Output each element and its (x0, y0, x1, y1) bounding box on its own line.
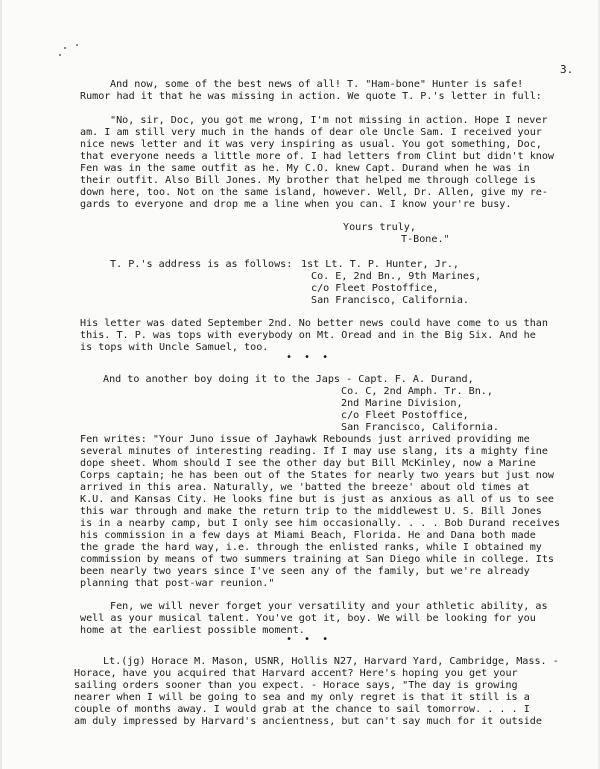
text-line: arrived in this area. Naturally, we 'batted the breeze' about old times at (80, 482, 530, 493)
text-line: And to another boy doing it to the Japs - Capt. F. A. Durand, (103, 374, 474, 385)
address-intro: T. P.'s address is as follows: (110, 259, 293, 270)
text-line: am. I am still very much in the hands of dear ole Uncle Sam. I received your (80, 127, 542, 138)
address-line: c/o Fleet Postoffice, (341, 410, 469, 421)
text-line: Corps captain; he has been out of the States for nearly two years but just now (80, 470, 555, 481)
closing: Yours truly, (343, 222, 416, 233)
section-separator: • • • (286, 634, 332, 645)
scan-speck (59, 54, 61, 56)
text-line: couple of months away. I would grab at the chance to sail tomorrow. . . . I (74, 704, 530, 715)
text-line: Rumor had it that he was missing in action. We quote T. P.'s letter in full: (80, 91, 542, 102)
text-line: home at the earliest possible moment. (80, 625, 305, 636)
text-line: is in a nearby camp, but I only see him occasionally. . . . Bob Durand receives (80, 518, 561, 529)
text-line: His letter was dated September 2nd. No better news could have come to us than (80, 318, 548, 329)
text-line: And now, some of the best news of all! T. "Ham-bone" Hunter is safe! (110, 79, 524, 90)
text-line: Fen, we will never forget your versatility and your athletic ability, as (110, 601, 548, 612)
address-line: 2nd Marine Division, (341, 398, 463, 409)
page-number: 3. (560, 63, 574, 76)
text-line: their outfit. Also Bill Jones. My brother that helped me through college is (80, 175, 536, 186)
text-line: this war through and make the return trip to the middlewest U. S. Bill Jones (80, 506, 542, 517)
text-line: "No, sir, Doc, you got me wrong, I'm not missing in action. Hope I never (110, 115, 548, 126)
text-line: is tops with Uncle Samuel, too. (80, 342, 269, 353)
address-line: Co. C, 2nd Amph. Tr. Bn., (341, 386, 493, 397)
text-line: that everyone needs a little more of. I had letters from Clint but didn't know (80, 151, 555, 162)
scan-speck (64, 47, 66, 49)
text-line: am duly impressed by Harvard's ancientness, but can't say much for it outside (74, 716, 542, 727)
address-line: Co. E, 2nd Bn., 9th Marines, (311, 271, 482, 282)
text-line: the grade the hard way, i.e. through the enlisted ranks, while I obtained my (80, 542, 542, 553)
text-line: Fen was in the same outfit as he. My C.O. knew Capt. Durand when he was in (80, 163, 530, 174)
text-line: Lt.(jg) Horace M. Mason, USNR, Hollis N27, Harvard Yard, Cambridge, Mass. - (103, 656, 559, 667)
signature: T-Bone." (401, 234, 450, 245)
text-line: several minutes of interesting reading. If I may use slang, its a mighty fine (80, 446, 548, 457)
text-line: down here, too. Not on the same island, however. Well, Dr. Allen, give my re- (80, 187, 548, 198)
address-line: c/o Fleet Postoffice, (311, 283, 439, 294)
address-line: San Francisco, California. (341, 422, 500, 433)
text-line: well as your musical talent. You've got it, boy. We will be looking for you (80, 613, 536, 624)
address-line: San Francisco, California. (311, 295, 470, 306)
text-line: nice news letter and it was very inspiring as usual. You got something, Doc, (80, 139, 542, 150)
section-separator: • • • (286, 352, 332, 363)
text-line: been nearly two years since I've seen any of the family, but we're already (80, 566, 530, 577)
scan-speck (76, 44, 78, 46)
text-line: gards to everyone and drop me a line when you can. I know your're busy. (80, 199, 512, 210)
address-line: 1st Lt. T. P. Hunter, Jr., (301, 259, 460, 270)
text-line: dope sheet. Whom should I see the other day but Bill McKinley, now a Marine (80, 458, 536, 469)
text-line: planning that post-war reunion." (80, 578, 275, 589)
text-line: this. T. P. was tops with everybody on Mt. Oread and in the Big Six. And he (80, 330, 536, 341)
text-line: Fen writes: "Your Juno issue of Jayhawk Rebounds just arrived providing me (80, 434, 530, 445)
text-line: K.U. and Kansas City. He looks fine but is just as anxious as all of us to see (80, 494, 555, 505)
text-line: Horace, have you acquired that Harvard accent? Here's hoping you get your (74, 668, 518, 679)
text-line: nearer when I will be going to sea and my only regret is that it still is a (74, 692, 530, 703)
text-line: commission by means of two summers training at San Diego while in college. Its (80, 554, 555, 565)
text-line: sailing orders sooner than you expect. - Horace says, "The day is growing (74, 680, 518, 691)
text-line: his commission in a few days at Miami Beach, Florida. He and Dana both made (80, 530, 536, 541)
